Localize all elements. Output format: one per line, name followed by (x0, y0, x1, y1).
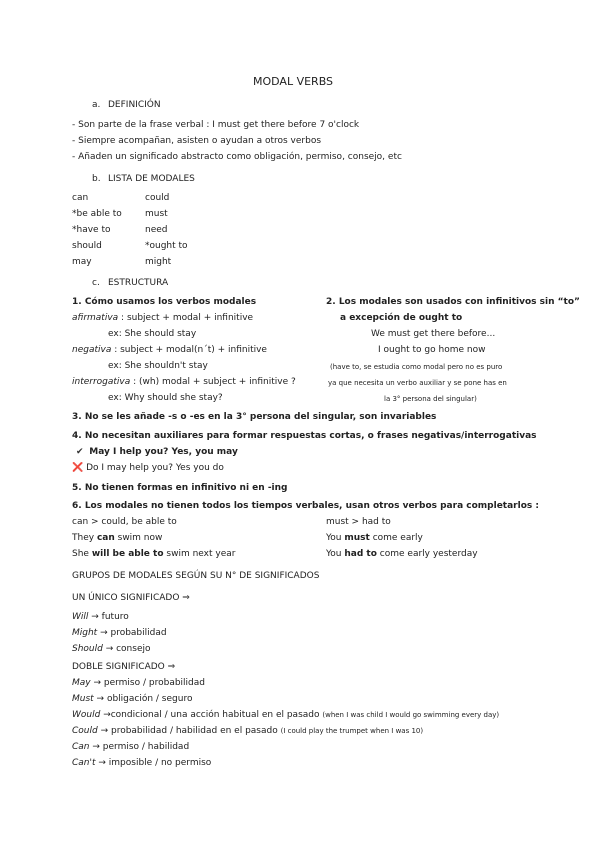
modal-note: (I could play the trumpet when I was 10) (280, 727, 424, 735)
point-2-subheading: a excepción de ought to (340, 313, 463, 323)
double-meaning-item (72, 741, 189, 753)
double-meaning-heading: DOBLE SIGNIFICADO ⇒ (72, 662, 176, 672)
modal-list-item: *have to (72, 225, 111, 235)
incorrect-example (72, 462, 224, 474)
modal-name: Would (72, 710, 101, 720)
modal-name: Should (72, 644, 103, 654)
section-b-marker: b. (92, 174, 101, 184)
negative-example: ex: She shouldn't stay (108, 361, 208, 371)
example-text: come early (369, 533, 423, 543)
modal-meaning: → probabilidad / habilidad en el pasado (97, 726, 281, 736)
modal-name: Must (72, 694, 94, 704)
modal-meaning: →condicional / una acción habitual en el pasado (100, 710, 323, 720)
example-modal: had to (344, 549, 377, 559)
modal-meaning: → probabilidad (97, 628, 167, 638)
double-meaning-item (72, 725, 423, 737)
modal-list-item: can (72, 193, 89, 203)
section-c-heading: ESTRUCTURA (108, 278, 169, 288)
single-meaning-heading: UN ÚNICO SIGNIFICADO ⇒ (72, 593, 190, 603)
single-meaning-item (72, 611, 129, 623)
affirmative-rule (72, 312, 253, 324)
negative-rule (72, 344, 267, 356)
point-6: 6. Los modales no tienen todos los tiempos verbales, usan otros verbos para completarlos : (72, 501, 539, 511)
example-modal: must (344, 533, 370, 543)
modal-list-item: need (145, 225, 168, 235)
point-2-note: la 3° persona del singular) (384, 395, 477, 403)
modal-meaning: → futuro (88, 612, 129, 622)
tense-example-right (326, 532, 423, 544)
affirmative-label: afirmativa (72, 313, 119, 323)
point-2-note: ya que necesita un verbo auxiliar y se pone has en (328, 379, 507, 387)
tense-substitute-right: must > had to (326, 517, 391, 527)
point-5: 5. No tienen formas en infinitivo ni en -ing (72, 483, 288, 493)
modal-meaning: → imposible / no permiso (95, 758, 212, 768)
correct-example (76, 446, 238, 458)
interrogative-example: ex: Why should she stay? (108, 393, 223, 403)
modal-name: May (72, 678, 91, 688)
point-2-note: (have to, se estudia como modal pero no es puro (330, 363, 503, 371)
tense-example-right (326, 548, 478, 560)
interrogative-rule (72, 376, 296, 388)
point-2-example: I ought to go home now (378, 345, 486, 355)
point-4: 4. No necesitan auxiliares para formar respuestas cortas, o frases negativas/interrogativas (72, 431, 537, 441)
modal-list-item: may (72, 257, 92, 267)
modal-name: Will (72, 612, 89, 622)
modal-name: Could (72, 726, 98, 736)
point-1-heading: 1. Cómo usamos los verbos modales (72, 297, 257, 307)
modal-list-item: should (72, 241, 102, 251)
negative-formula: : subject + modal(n´t) + infinitive (111, 345, 267, 355)
incorrect-example-text: Do I may help you? Yes you do (86, 463, 224, 473)
single-meaning-item (72, 643, 151, 655)
section-b-heading: LISTA DE MODALES (108, 174, 195, 184)
modal-list-item: might (145, 257, 172, 267)
tense-substitute-left: can > could, be able to (72, 517, 177, 527)
modal-list-item: must (145, 209, 168, 219)
modal-meaning: → permiso / probabilidad (90, 678, 205, 688)
page-title: MODAL VERBS (253, 75, 334, 88)
modal-meaning: → obligación / seguro (93, 694, 193, 704)
example-text: You (326, 533, 345, 543)
modal-meaning: → consejo (102, 644, 151, 654)
example-modal: can (96, 533, 115, 543)
groups-heading: GRUPOS DE MODALES SEGÚN SU N° DE SIGNIFICADOS (72, 571, 320, 581)
affirmative-example: ex: She should stay (108, 329, 197, 339)
checkmark-icon: ✔ (76, 447, 84, 457)
correct-example-text: May I help you? Yes, you may (89, 447, 238, 457)
modal-list-item: *ought to (145, 241, 188, 251)
cross-icon: ❌ (72, 463, 84, 473)
example-modal: will be able to (91, 549, 164, 559)
point-2-heading: 2. Los modales son usados con infinitivos sin “to” (326, 297, 580, 307)
section-c-marker: c. (92, 278, 100, 288)
modal-list-item: could (145, 193, 170, 203)
double-meaning-item (72, 709, 499, 721)
double-meaning-item (72, 677, 205, 689)
negative-label: negativa (72, 345, 112, 355)
section-a-heading: DEFINICIÓN (108, 100, 161, 110)
modal-name: Might (72, 628, 98, 638)
interrogative-formula: : (wh) modal + subject + infinitive ? (130, 377, 296, 387)
example-text: She (72, 549, 92, 559)
section-a-marker: a. (92, 100, 101, 110)
modal-name: Can't (72, 758, 96, 768)
affirmative-formula: : subject + modal + infinitive (118, 313, 254, 323)
definition-line: - Siempre acompañan, asisten o ayudan a otros verbos (72, 136, 322, 146)
definition-line: - Añaden un significado abstracto como obligación, permiso, consejo, etc (72, 152, 402, 162)
point-2-example: We must get there before... (371, 329, 496, 339)
definition-line: - Son parte de la frase verbal : I must get there before 7 o'clock (72, 120, 360, 130)
modal-note: (when I was child I would go swimming every day) (322, 711, 500, 719)
example-text: swim now (114, 533, 163, 543)
interrogative-label: interrogativa (72, 377, 131, 387)
example-text: come early yesterday (376, 549, 478, 559)
double-meaning-item (72, 757, 211, 769)
example-text: You (326, 549, 345, 559)
example-text: swim next year (163, 549, 236, 559)
modal-name: Can (72, 742, 90, 752)
tense-example-left (72, 548, 235, 560)
point-3: 3. No se les añade -s o -es en la 3° persona del singular, son invariables (72, 412, 437, 422)
modal-meaning: → permiso / habilidad (89, 742, 190, 752)
tense-example-left (72, 532, 162, 544)
double-meaning-item (72, 693, 192, 705)
modal-list-item: *be able to (72, 209, 122, 219)
example-text: They (72, 533, 97, 543)
single-meaning-item (72, 627, 167, 639)
